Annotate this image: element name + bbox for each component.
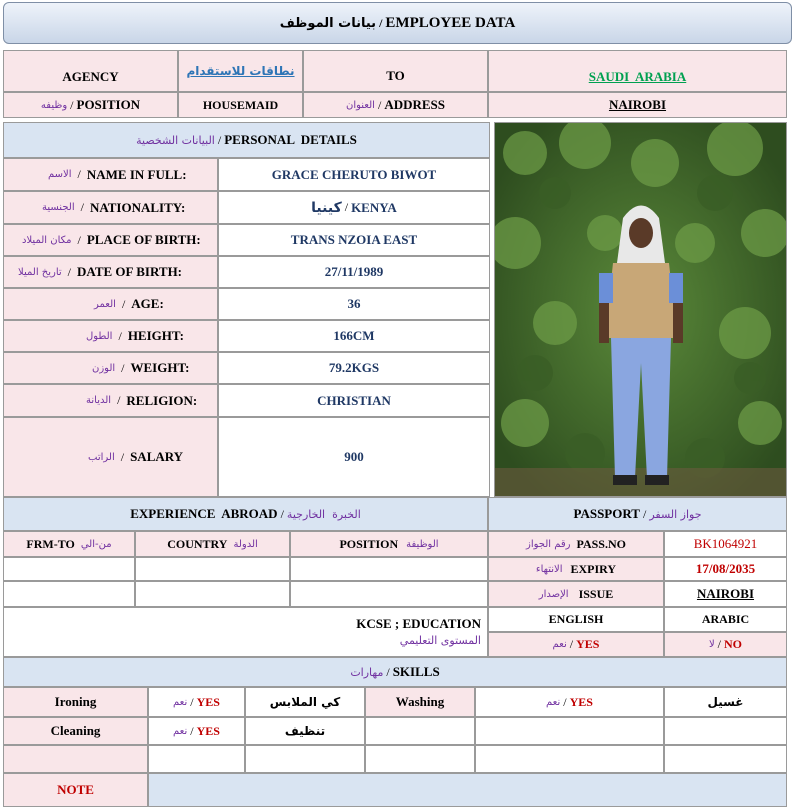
personal-value: TRANS NZOIA EAST [290,232,418,247]
position-label-cell: وظيفه / POSITION [3,92,178,118]
personal-label: PLACE OF BIRTH: [86,232,201,247]
personal-label-cell: الجنسية / NATIONALITY: [3,191,218,224]
personal-label-cell: الوزن / WEIGHT: [3,352,218,384]
personal-value-cell [218,320,490,352]
skills-section-title: SKILLS [392,664,440,679]
arabic-label-cell: ARABIC [664,607,787,632]
exp-col-frm: FRM-TO من-الي [3,531,135,557]
personal-section-header: البيانات الشخصية / PERSONAL DETAILS [3,122,490,158]
to-label-cell [303,50,488,92]
personal-value-cell [218,224,490,256]
skill-empty-1 [365,717,475,745]
experience-section-title: EXPERIENCE ABROAD [130,506,278,521]
arabic-value-cell: لا / NO [664,632,787,657]
personal-label: NAME IN FULL: [86,166,187,182]
experience-section-ar: الخبرة الخارجية [286,507,361,521]
to-value: SAUDI ARABIA [588,69,687,84]
personal-label-cell: تاريخ الميلا / DATE OF BIRTH: [3,256,218,288]
personal-label-cell: الراتب / SALARY [3,417,218,497]
passport-section-title: PASSPORT [573,506,640,521]
expiry-value: 17/08/2035 [695,561,756,576]
education-cell [3,607,488,657]
agency-value-cell [178,50,303,92]
issue-label-cell: الإصدار ISSUE [488,581,664,607]
skill-empty-row-c [245,745,365,773]
personal-label-ar: مكان الميلاد [22,234,72,246]
exp-row-1-position [290,557,488,581]
exp-col-position: POSITION الوظيفة [290,531,488,557]
skill-ironing-ar: كي الملابس [245,687,365,717]
personal-label: WEIGHT: [130,360,190,375]
personal-label-cell: العمر / AGE: [3,288,218,320]
skill-empty-3 [664,717,787,745]
address-label-cell: العنوان / ADDRESS [303,92,488,118]
expiry-label-cell: الانتهاء EXPIRY [488,557,664,581]
personal-label-ar: الديانة [86,395,112,406]
personal-label: SALARY [130,449,184,464]
skill-cleaning-value: نعم / YES [148,717,245,745]
personal-value: KENYA [351,199,397,215]
personal-value: 27/11/1989 [324,264,384,279]
skills-section-header: مهارات / SKILLS [3,657,787,687]
header-title: EMPLOYEE DATA [385,14,516,31]
exp-row-1-frm [3,557,135,581]
personal-section-ar: البيانات الشخصية [136,133,215,147]
personal-label-cell: الطول / HEIGHT: [3,320,218,352]
personal-label: RELIGION: [126,392,198,408]
personal-value: 79.2KGS [328,360,380,375]
exp-row-1-country [135,557,290,581]
photo-illustration [495,123,787,497]
personal-value: GRACE CHERUTO BIWOT [271,166,437,182]
education-value: KCSE ; EDUCATION [356,616,481,631]
expiry-value-cell [664,557,787,581]
personal-value: 900 [344,449,364,464]
skill-washing-ar: غسيل [664,687,787,717]
address-label-ar: العنوان [346,99,375,111]
personal-label: DATE OF BIRTH: [77,264,183,279]
skill-empty-2 [475,717,664,745]
personal-label-cell: الاسم / NAME IN FULL: [3,158,218,191]
personal-label: AGE: [131,296,164,311]
experience-section-header: EXPERIENCE ABROAD / الخبرة الخارجية [3,497,488,531]
personal-value-cell [218,158,490,191]
education-label-ar: المستوى التعليمي [399,634,481,647]
header-bar: بيانات الموظف / EMPLOYEE DATA [3,2,792,44]
passport-section-header: PASSPORT / جواز السفر [488,497,787,531]
personal-label-cell: مكان الميلاد / PLACE OF BIRTH: [3,224,218,256]
personal-label-ar: الطول [86,330,113,342]
personal-value-cell: كينيا / KENYA [218,191,490,224]
position-label: POSITION [76,97,141,112]
header-title-ar: بيانات الموظف [279,15,377,31]
note-label: NOTE [57,782,94,797]
exp-row-2-country [135,581,290,607]
personal-label-ar: العمر [94,298,116,310]
agency-label: AGENCY [62,69,119,84]
skill-empty-row-a [3,745,148,773]
skill-washing: Washing [365,687,475,717]
skill-empty-row-d [365,745,475,773]
personal-label: NATIONALITY: [89,199,186,215]
personal-value-cell [218,256,490,288]
note-label-cell [3,773,148,807]
personal-value: CHRISTIAN [317,392,391,408]
skill-ironing: Ironing [3,687,148,717]
skill-empty-row-b [148,745,245,773]
note-value-cell [148,773,787,807]
position-value: HOUSEMAID [202,97,279,112]
address-label: ADDRESS [384,97,445,112]
passport-section-ar: جواز السفر [649,507,702,521]
personal-value-cell [218,384,490,417]
address-value-cell [488,92,787,118]
position-value-cell [178,92,303,118]
address-value: NAIROBI [608,97,667,112]
skill-empty-row-e [475,745,664,773]
skill-empty-row-f [664,745,787,773]
agency-label-cell [3,50,178,92]
passno-value-cell [664,531,787,557]
personal-value-cell [218,288,490,320]
passno-label-cell: رقم الجواز PASS.NO [488,531,664,557]
english-value-cell: نعم / YES [488,632,664,657]
skill-cleaning: Cleaning [3,717,148,745]
to-label: TO [386,68,405,83]
personal-label: HEIGHT: [127,328,184,343]
personal-label-ar: تاريخ الميلا [18,266,62,278]
personal-value-cell [218,352,490,384]
personal-label-ar: الوزن [92,362,116,374]
skill-ironing-value: نعم / YES [148,687,245,717]
skill-washing-value: نعم / YES [475,687,664,717]
exp-row-2-position [290,581,488,607]
personal-value: 166CM [333,328,375,343]
exp-row-2-frm [3,581,135,607]
issue-value: NAIROBI [696,586,755,601]
personal-label-ar: الراتب [88,451,115,463]
personal-label-ar: الاسم [48,169,72,180]
personal-label-ar: الجنسية [42,202,75,213]
exp-col-country: COUNTRY الدولة [135,531,290,557]
personal-label-cell: الديانة / RELIGION: [3,384,218,417]
skill-cleaning-ar: تنظيف [245,717,365,745]
personal-value: 36 [347,296,361,311]
personal-value-cell [218,417,490,497]
personal-section-title: PERSONAL DETAILS [224,132,357,147]
english-label-cell: ENGLISH [488,607,664,632]
issue-value-cell [664,581,787,607]
passno-value: BK1064921 [693,536,758,551]
nationality-value-ar: كينيا [311,199,342,216]
agency-value: نطاقات للاستقدام [186,64,295,78]
to-value-cell [488,50,787,92]
position-label-ar: وظيفه [40,99,68,111]
employee-photo [494,122,787,497]
